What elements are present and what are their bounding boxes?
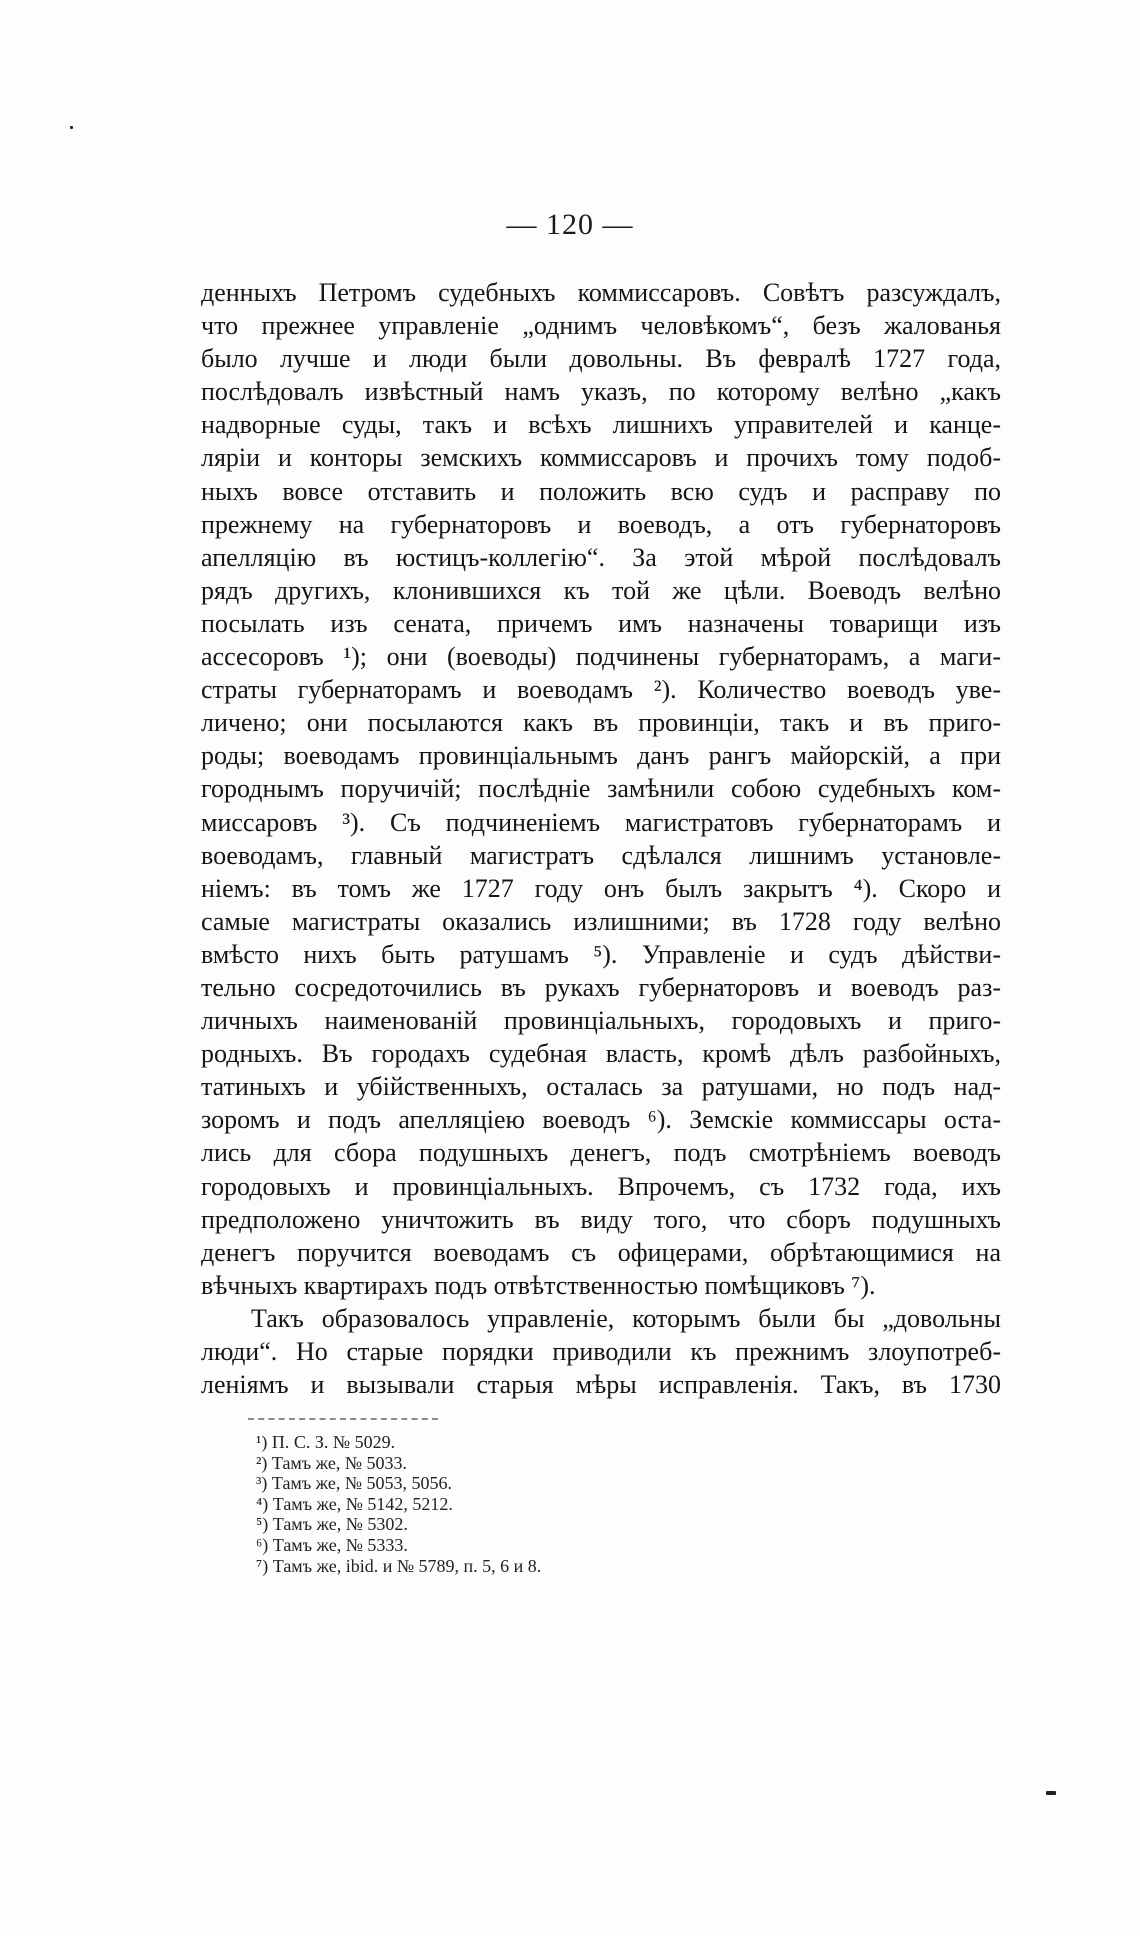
text-line: люди“. Но старые порядки приводили къ прежнимъ злоупотреб-: [201, 1337, 1001, 1366]
text-line: вѣчныхъ квартирахъ подъ отвѣтственностью помѣщиковъ ⁷).: [201, 1270, 876, 1300]
text-line: страты губернаторамъ и воеводамъ ²). Количество воеводъ уве-: [201, 675, 1001, 705]
text-line: рядъ другихъ, клонившихся къ той же цѣли. Воеводъ велѣно: [201, 575, 1001, 605]
text-line: леніямъ и вызывали старыя мѣры исправленія. Такъ, въ 1730: [201, 1370, 1001, 1400]
text-line: татиныхъ и убійственныхъ, осталась за ратушами, но подъ над-: [201, 1072, 1001, 1102]
text-line: ляріи и конторы земскихъ коммиссаровъ и прочихъ тому подоб-: [201, 443, 1001, 473]
scan-speck: [70, 126, 73, 129]
text-line: предположено уничтожить въ виду того, что сборъ подушныхъ: [201, 1204, 1001, 1234]
text-line: посылать изъ сената, причемъ имъ назначены товарищи изъ: [201, 608, 1001, 638]
footnote: ¹) П. С. З. № 5029.: [256, 1432, 396, 1452]
text-line: личено; они посылаются какъ въ провинціи, такъ и въ приго-: [201, 708, 1001, 738]
text-line: городовыхъ и провинціальныхъ. Впрочемъ, съ 1732 года, ихъ: [201, 1171, 1001, 1201]
footnote: ³) Тамъ же, № 5053, 5056.: [256, 1473, 452, 1494]
text-line: апелляцію въ юстицъ-коллегію“. За этой мѣрой послѣдовалъ: [201, 542, 1001, 572]
footnote: ⁷) Тамъ же, ibid. и № 5789, п. 5, 6 и 8.: [256, 1555, 542, 1576]
text-line: личныхъ наименованій провинціальныхъ, городовыхъ и приго-: [201, 1006, 1001, 1036]
text-line: Такъ образовалось управленіе, которымъ были бы „довольны: [251, 1303, 1001, 1333]
text-line: надворные суды, такъ и всѣхъ лишнихъ управителей и канцe-: [201, 410, 1001, 440]
text-line: родныхъ. Въ городахъ судебная власть, кромѣ дѣлъ разбойныхъ,: [201, 1039, 1001, 1069]
text-line: денегъ поручится воеводамъ съ офицерами, обрѣтающимися на: [201, 1237, 1001, 1267]
text-line: миссаровъ ³). Съ подчиненіемъ магистратовъ губернаторамъ и: [201, 807, 1001, 837]
text-line: что прежнее управленіе „однимъ человѣкомъ“, безъ жалованья: [201, 311, 1001, 341]
footnote: ⁴) Тамъ же, № 5142, 5212.: [256, 1493, 453, 1514]
footnote: ⁵) Тамъ же, № 5302.: [256, 1514, 408, 1535]
text-line: самые магистраты оказались излишними; въ 1728 году велѣно: [201, 906, 1001, 936]
page-number: — 120 —: [506, 208, 634, 241]
footnote-divider: [248, 1418, 438, 1420]
text-line: городнымъ поручичій; послѣдніе замѣнили собою судебныхъ ком-: [201, 774, 1001, 804]
text-line: воеводамъ, главный магистратъ сдѣлался лишнимъ установле-: [201, 840, 1001, 870]
text-line: роды; воеводамъ провинціальнымъ данъ рангъ майорскій, а при: [201, 741, 1001, 771]
body-text: [201, 276, 1001, 1401]
text-line: ныхъ вовсе отставить и положить всю судъ и расправу по: [201, 476, 1001, 506]
footnote: ⁶) Тамъ же, № 5333.: [256, 1534, 408, 1555]
text-line: ніемъ: въ томъ же 1727 году онъ былъ закрытъ ⁴). Скоро и: [201, 873, 1001, 903]
text-line: тельно сосредоточились въ рукахъ губернаторовъ и воеводъ раз-: [201, 972, 1001, 1002]
text-line: прежнему на губернаторовъ и воеводъ, а отъ губернаторовъ: [201, 509, 1001, 539]
text-line: вмѣсто нихъ быть ратушамъ ⁵). Управленіе и судъ дѣйстви-: [201, 939, 1001, 969]
footnotes: [256, 1432, 756, 1576]
footnote: ²) Тамъ же, № 5033.: [256, 1452, 407, 1473]
scan-speck: [1046, 1791, 1056, 1795]
text-line: было лучше и люди были довольны. Въ февралѣ 1727 года,: [201, 344, 1001, 374]
text-line: послѣдовалъ извѣстный намъ указъ, по которому велѣно „какъ: [201, 377, 1001, 407]
text-line: зоромъ и подъ апелляціею воеводъ ⁶). Земскіе коммиссары оста-: [201, 1105, 1001, 1135]
text-line: денныхъ Петромъ судебныхъ коммиссаровъ. Совѣтъ разсуждалъ,: [201, 278, 1001, 307]
text-line: лись для сбора подушныхъ денегъ, подъ смотрѣніемъ воеводъ: [201, 1138, 1001, 1168]
text-line: ассесоровъ ¹); они (воеводы) подчинены губернаторамъ, а маги-: [201, 642, 1001, 672]
